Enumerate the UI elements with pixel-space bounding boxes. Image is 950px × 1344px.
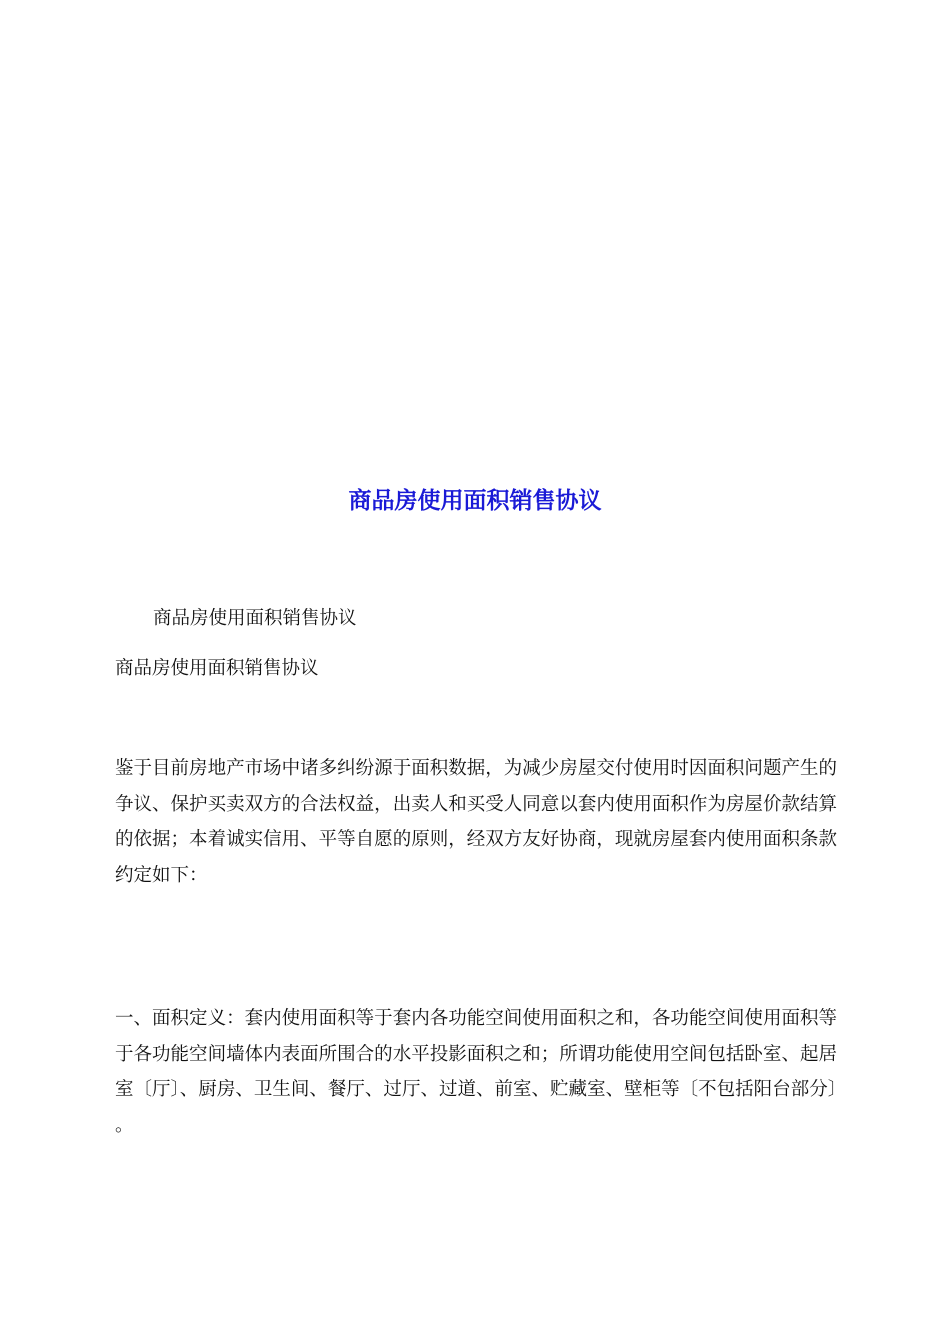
clause-1-area-definition: 一、面积定义：套内使用面积等于套内各功能空间使用面积之和，各功能空间使用面积等于各功能空间墙体内表面所围合的水平投影面积之和；所谓功能使用空间包括卧室、起居室〔厅〕、厨房、卫生间、餐厅、过厅、过道、前室、贮藏室、壁柜等〔不包括阳台部分〕。	[115, 1008, 837, 1137]
document-subtitle: 商品房使用面积销售协议	[115, 658, 319, 679]
preamble-paragraph: 鉴于目前房地产市场中诸多纠纷源于面积数据，为减少房屋交付使用时因面积问题产生的争议、保护买卖双方的合法权益，出卖人和买受人同意以套内使用面积作为房屋价款结算的依据；本着诚实信用、平等自愿的原则，经双方友好协商，现就房屋套内使用面积条款约定如下：	[115, 758, 837, 887]
document-title: 商品房使用面积销售协议	[348, 488, 602, 514]
document-subtitle-indented: 商品房使用面积销售协议	[153, 608, 357, 629]
